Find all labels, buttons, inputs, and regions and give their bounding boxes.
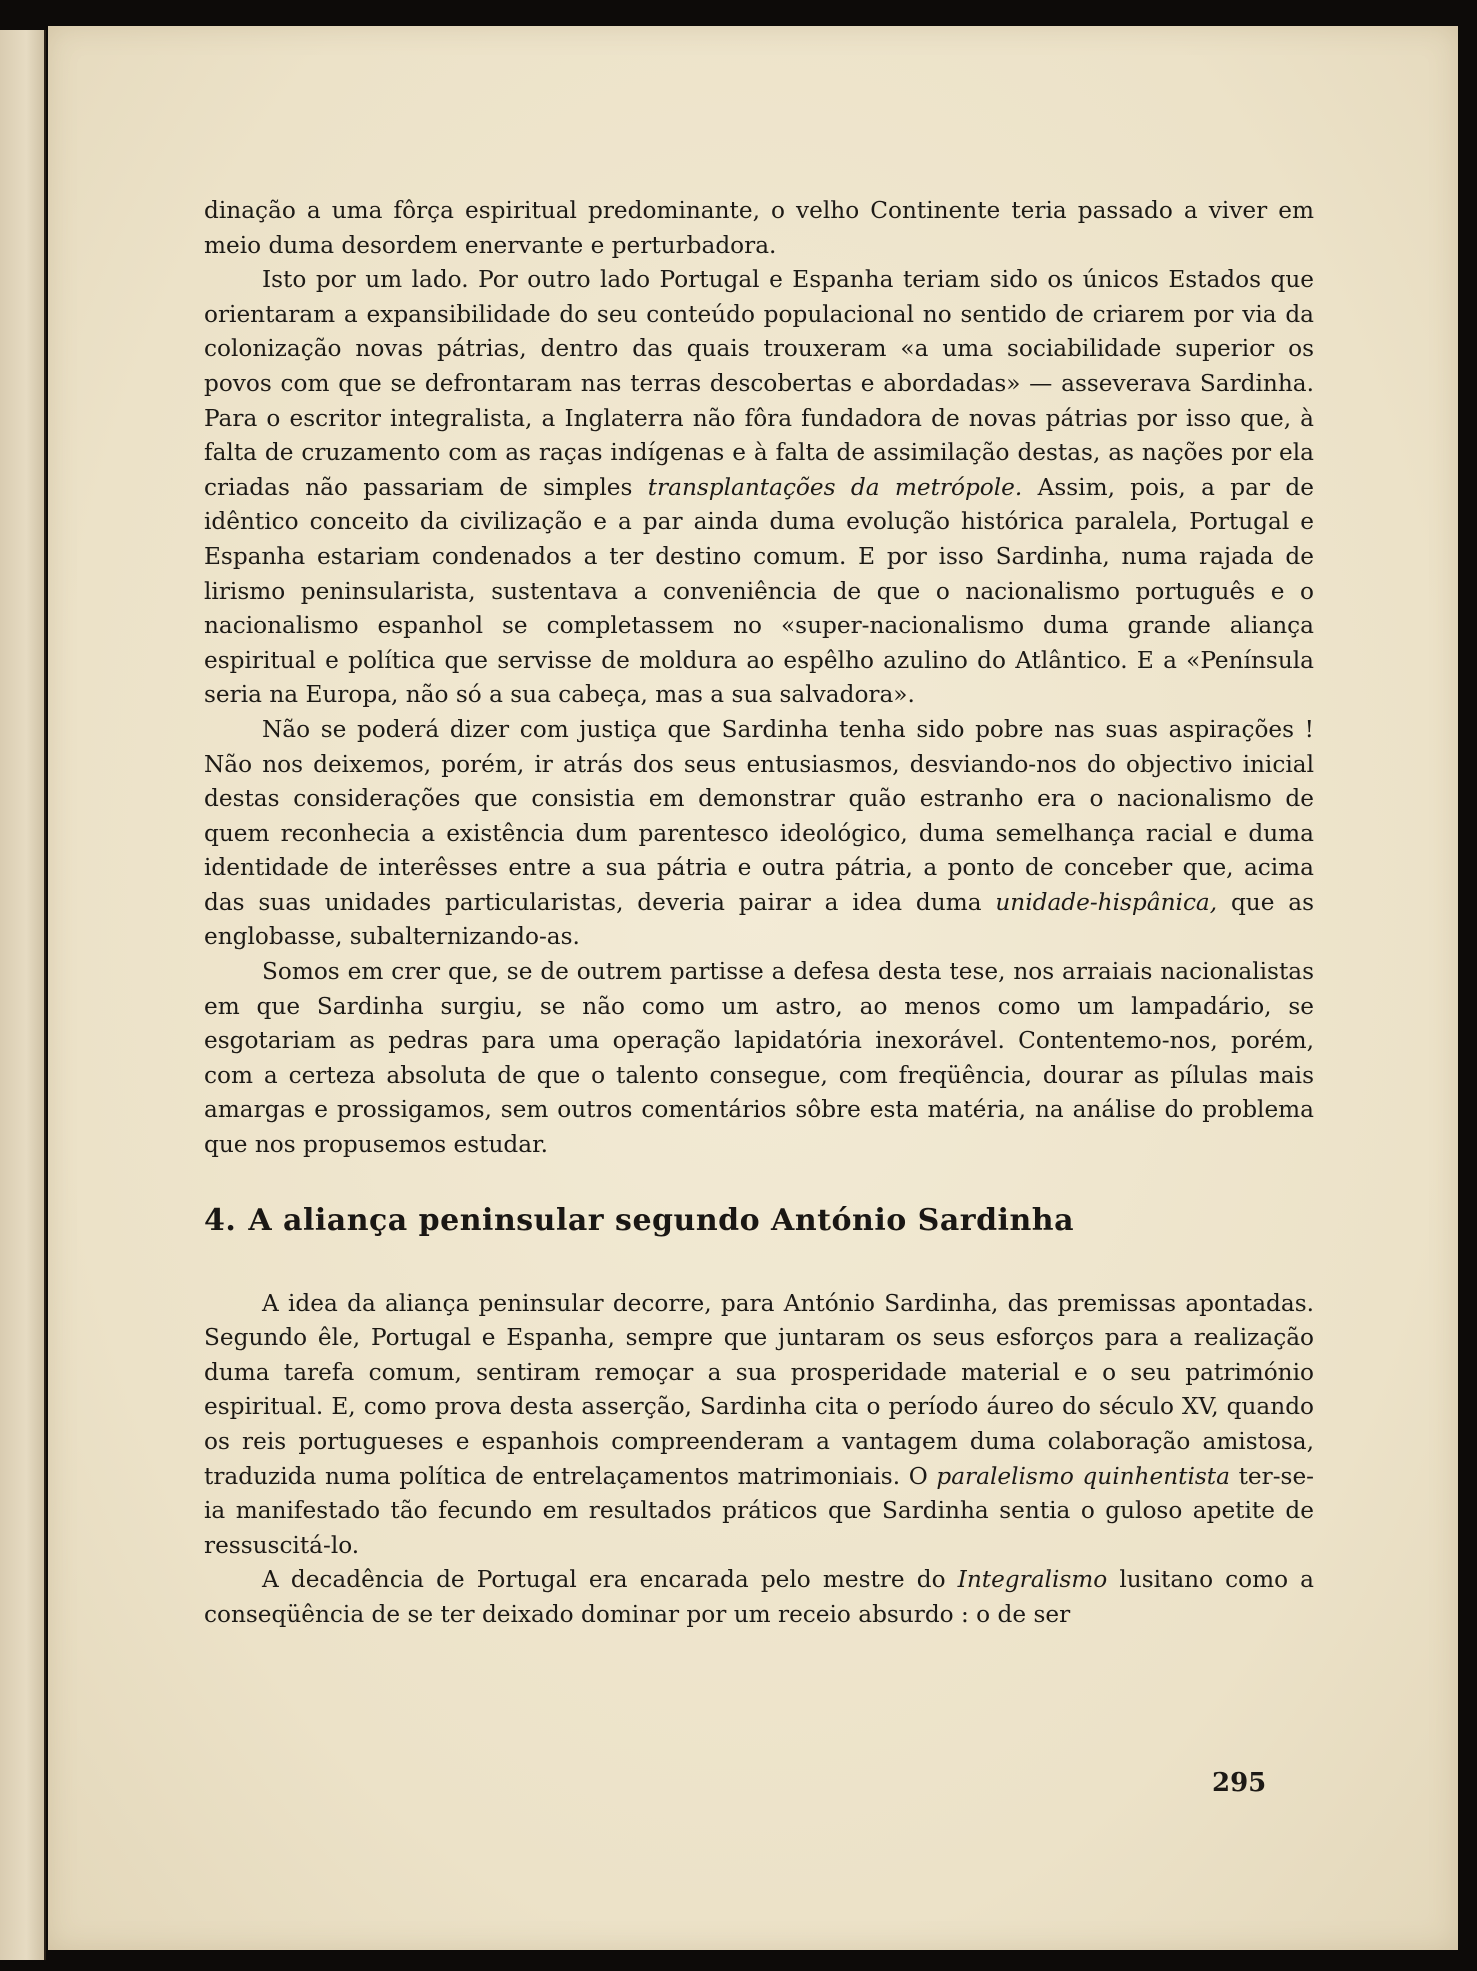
paragraph-3-text-a: Não se poderá dizer com justiça que Sardinha tenha sido pobre nas suas aspirações ! Não nos deixemos, porém, ir atrás dos seus entusiasmos, desviando-nos do objectivo inicial destas considerações que consistia em demonstrar quão estranho era o nacionalismo de quem reconhecia a existência dum parentesco ideológico, duma semelhança racial e duma identidade de interêsses entre a sua pátria e outra pátria, a ponto de conceber que, acima das suas unidades particularistas, deveria pairar a idea duma (204, 715, 1314, 916)
paragraph-5-text-b: ter-se-ia manifestado tão fecundo em resultados práticos que Sardinha sentia o guloso apetite de ressuscitá-lo. (204, 1462, 1315, 1559)
paragraph-2-text-b: Assim, pois, a par de idêntico conceito da civilização e a par ainda duma evolução histórica paralela, Portugal e Espanha estariam condenados a ter destino comum. E por isso Sardinha, numa rajada de lirismo peninsularista, sustentava a conveniência de que o nacionalismo português e o nacionalismo espanhol se completassem no «super-nacionalismo duma grande aliança espiritual e política que servisse de moldura ao espêlho azulino do Atlântico. E a «Península seria na Europa, não só a sua cabeça, mas a sua salvadora». (204, 473, 1314, 709)
section-heading (204, 1201, 1314, 1241)
page-number: 295 (1212, 1768, 1267, 1798)
paragraph (204, 955, 1314, 1163)
body-text (204, 194, 1314, 1633)
paragraph-6-text-a: A decadência de Portugal era encarada pelo mestre do (262, 1566, 958, 1594)
paragraph (204, 713, 1314, 955)
book-page (48, 26, 1458, 1950)
paragraph (204, 263, 1314, 713)
facing-page-edge (0, 30, 46, 1960)
paragraph-2-text-a: Isto por um lado. Por outro lado Portugal e Espanha teriam sido os únicos Estados que orientaram a expansibilidade do seu conteúdo populacional no sentido de criarem por via da colonização novas pátrias, dentro das quais trouxeram «a uma sociabilidade superior os povos com que se defrontaram nas terras descobertas e abordadas» — asseverava Sardinha. Para o escritor integralista, a Inglaterra não fôra fundadora de novas pátrias por isso que, à falta de cruzamento com as raças indígenas e à falta de assimilação destas, as nações por ela criadas não passariam de simples (204, 266, 1314, 501)
section-title: A aliança peninsular segundo António Sardinha (248, 1202, 1075, 1238)
paragraph-6-text-b: lusitano como a conseqüência de se ter deixado dominar por um receio absurdo : o de ser (204, 1566, 1314, 1628)
section-number: 4. (204, 1202, 237, 1238)
paragraph-1-text: dinação a uma fôrça espiritual predominante, o velho Continente teria passado a viver em meio duma desordem enervante e perturbadora. (204, 197, 1314, 259)
paragraph-5-text-a: A idea da aliança peninsular decorre, para António Sardinha, das premissas apontadas. Segundo êle, Portugal e Espanha, sempre que juntaram os seus esforços para a realização duma tarefa comum, sentiram remoçar a sua prosperidade material e o seu património espiritual. E, como prova desta asserção, Sardinha cita o período áureo do século XV, quando os reis portugueses e espanhois compreenderam a vantagem duma colaboração amistosa, traduzida numa política de entrelaçamentos matrimoniais. O (204, 1289, 1314, 1490)
paragraph-continued (204, 194, 1314, 263)
paragraph-6-italic: Integralismo (957, 1566, 1108, 1594)
paragraph-3-text-b: que as englobasse, subalternizando-as. (204, 888, 1314, 951)
paragraph (204, 1287, 1314, 1564)
paragraph-2-italic: transplantações da metrópole. (647, 473, 1023, 501)
paragraph-4-text: Somos em crer que, se de outrem partisse a defesa desta tese, nos arraiais nacionalistas em que Sardinha surgiu, se não como um astro, ao menos como um lampadário, se esgotariam as pedras para uma operação lapidatória inexorável. Contentemo-nos, porém, com a certeza absoluta de que o talento consegue, com freqüência, dourar as pílulas mais amargas e prossigamos, sem outros comentários sôbre esta matéria, na análise do problema que nos propusemos estudar. (204, 958, 1314, 1159)
paragraph-5-italic: paralelismo quinhentista (936, 1462, 1230, 1490)
paragraph (204, 1563, 1314, 1632)
paragraph-3-italic: unidade-hispânica, (995, 888, 1218, 916)
